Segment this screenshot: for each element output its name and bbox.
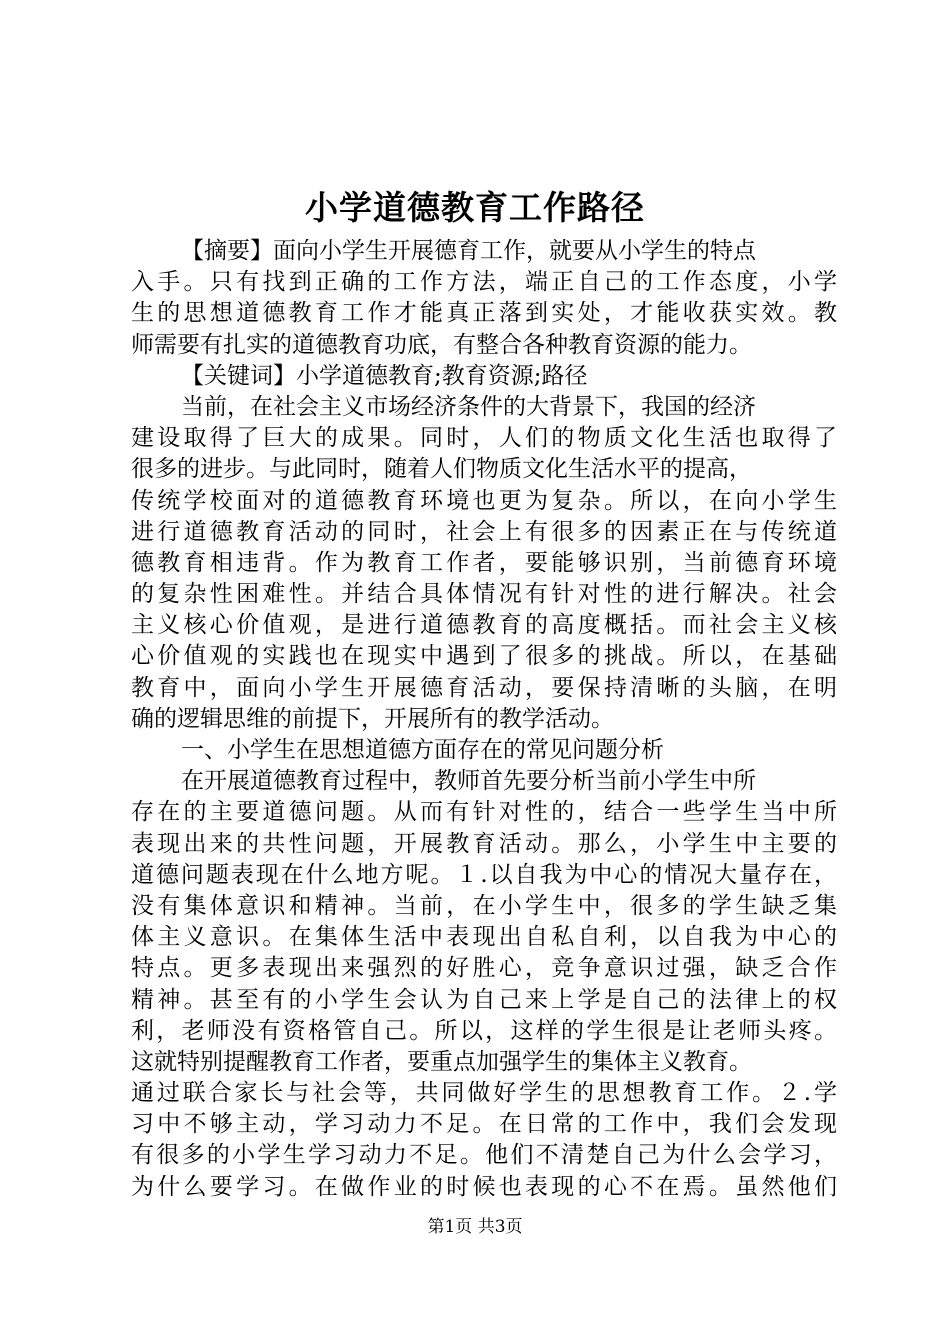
body-line: 德教育相违背。作为教育工作者，要能够识别，当前德育环境 — [131, 549, 837, 576]
body-line: 当前，在社会主义市场经济条件的大背景下，我国的经济 — [181, 393, 756, 420]
body-line: 有很多的小学生学习动力不足。他们不清楚自己为什么会学习， — [131, 1142, 837, 1169]
body-line: 这就特别提醒教育工作者，要重点加强学生的集体主义教育。 — [131, 1048, 752, 1075]
body-line: 在开展道德教育过程中，教师首先要分析当前小学生中所 — [181, 768, 756, 795]
body-line: 建设取得了巨大的成果。同时，人们的物质文化生活也取得了 — [131, 425, 837, 452]
body-line: 特点。更多表现出来强烈的好胜心，竞争意识过强，缺乏合作 — [131, 955, 837, 982]
body-line: 表现出来的共性问题，开展教育活动。那么，小学生中主要的 — [131, 830, 837, 857]
document-body — [131, 236, 837, 1203]
body-line: 体主义意识。在集体生活中表现出自私自利，以自我为中心的 — [131, 924, 837, 951]
body-line: 入手。只有找到正确的工作方法，端正自己的工作态度，小学 — [131, 269, 837, 296]
body-line: 确的逻辑思维的前提下，开展所有的教学活动。 — [131, 705, 614, 732]
body-line: 道德问题表现在什么地方呢。１.以自我为中心的情况大量存在， — [131, 861, 837, 888]
body-line: 进行道德教育活动的同时，社会上有很多的因素正在与传统道 — [131, 518, 837, 545]
body-line: 教育中，面向小学生开展德育活动，要保持清晰的头脑，在明 — [131, 674, 837, 701]
document-title: 小学道德教育工作路径 — [305, 188, 645, 227]
body-line: 心价值观的实践也在现实中遇到了很多的挑战。所以，在基础 — [131, 643, 837, 670]
body-line: 利，老师没有资格管自己。所以，这样的学生很是让老师头疼。 — [131, 1017, 837, 1044]
body-line: 存在的主要道德问题。从而有针对性的，结合一些学生当中所 — [131, 799, 837, 826]
body-line: 传统学校面对的道德教育环境也更为复杂。所以，在向小学生 — [131, 487, 837, 514]
section-heading: 一、小学生在思想道德方面存在的常见问题分析 — [181, 737, 664, 763]
body-line: 生的思想道德教育工作才能真正落到实处，才能收获实效。教 — [131, 300, 837, 327]
body-line: 没有集体意识和精神。当前，在小学生中，很多的学生缺乏集 — [131, 892, 837, 919]
body-line: 精神。甚至有的小学生会认为自己来上学是自己的法律上的权 — [131, 986, 837, 1013]
body-line: 主义核心价值观，是进行道德教育的高度概括。而社会主义核 — [131, 612, 837, 639]
page-number: 第1页 共3页 — [427, 1217, 523, 1237]
body-line: 习中不够主动，学习动力不足。在日常的工作中，我们会发现 — [131, 1111, 837, 1138]
body-line: 为什么要学习。在做作业的时候也表现的心不在焉。虽然他们 — [131, 1173, 837, 1200]
body-line: 通过联合家长与社会等，共同做好学生的思想教育工作。２.学 — [131, 1080, 837, 1107]
body-line: 师需要有扎实的道德教育功底，有整合各种教育资源的能力。 — [131, 331, 752, 358]
keywords-line: 【关键词】小学道德教育;教育资源;路径 — [181, 362, 588, 389]
abstract-line: 【摘要】面向小学生开展德育工作，就要从小学生的特点 — [181, 238, 756, 264]
body-line: 的复杂性困难性。并结合具体情况有针对性的进行解决。社会 — [131, 581, 837, 608]
body-line: 很多的进步。与此同时，随着人们物质文化生活水平的提高， — [131, 456, 752, 483]
